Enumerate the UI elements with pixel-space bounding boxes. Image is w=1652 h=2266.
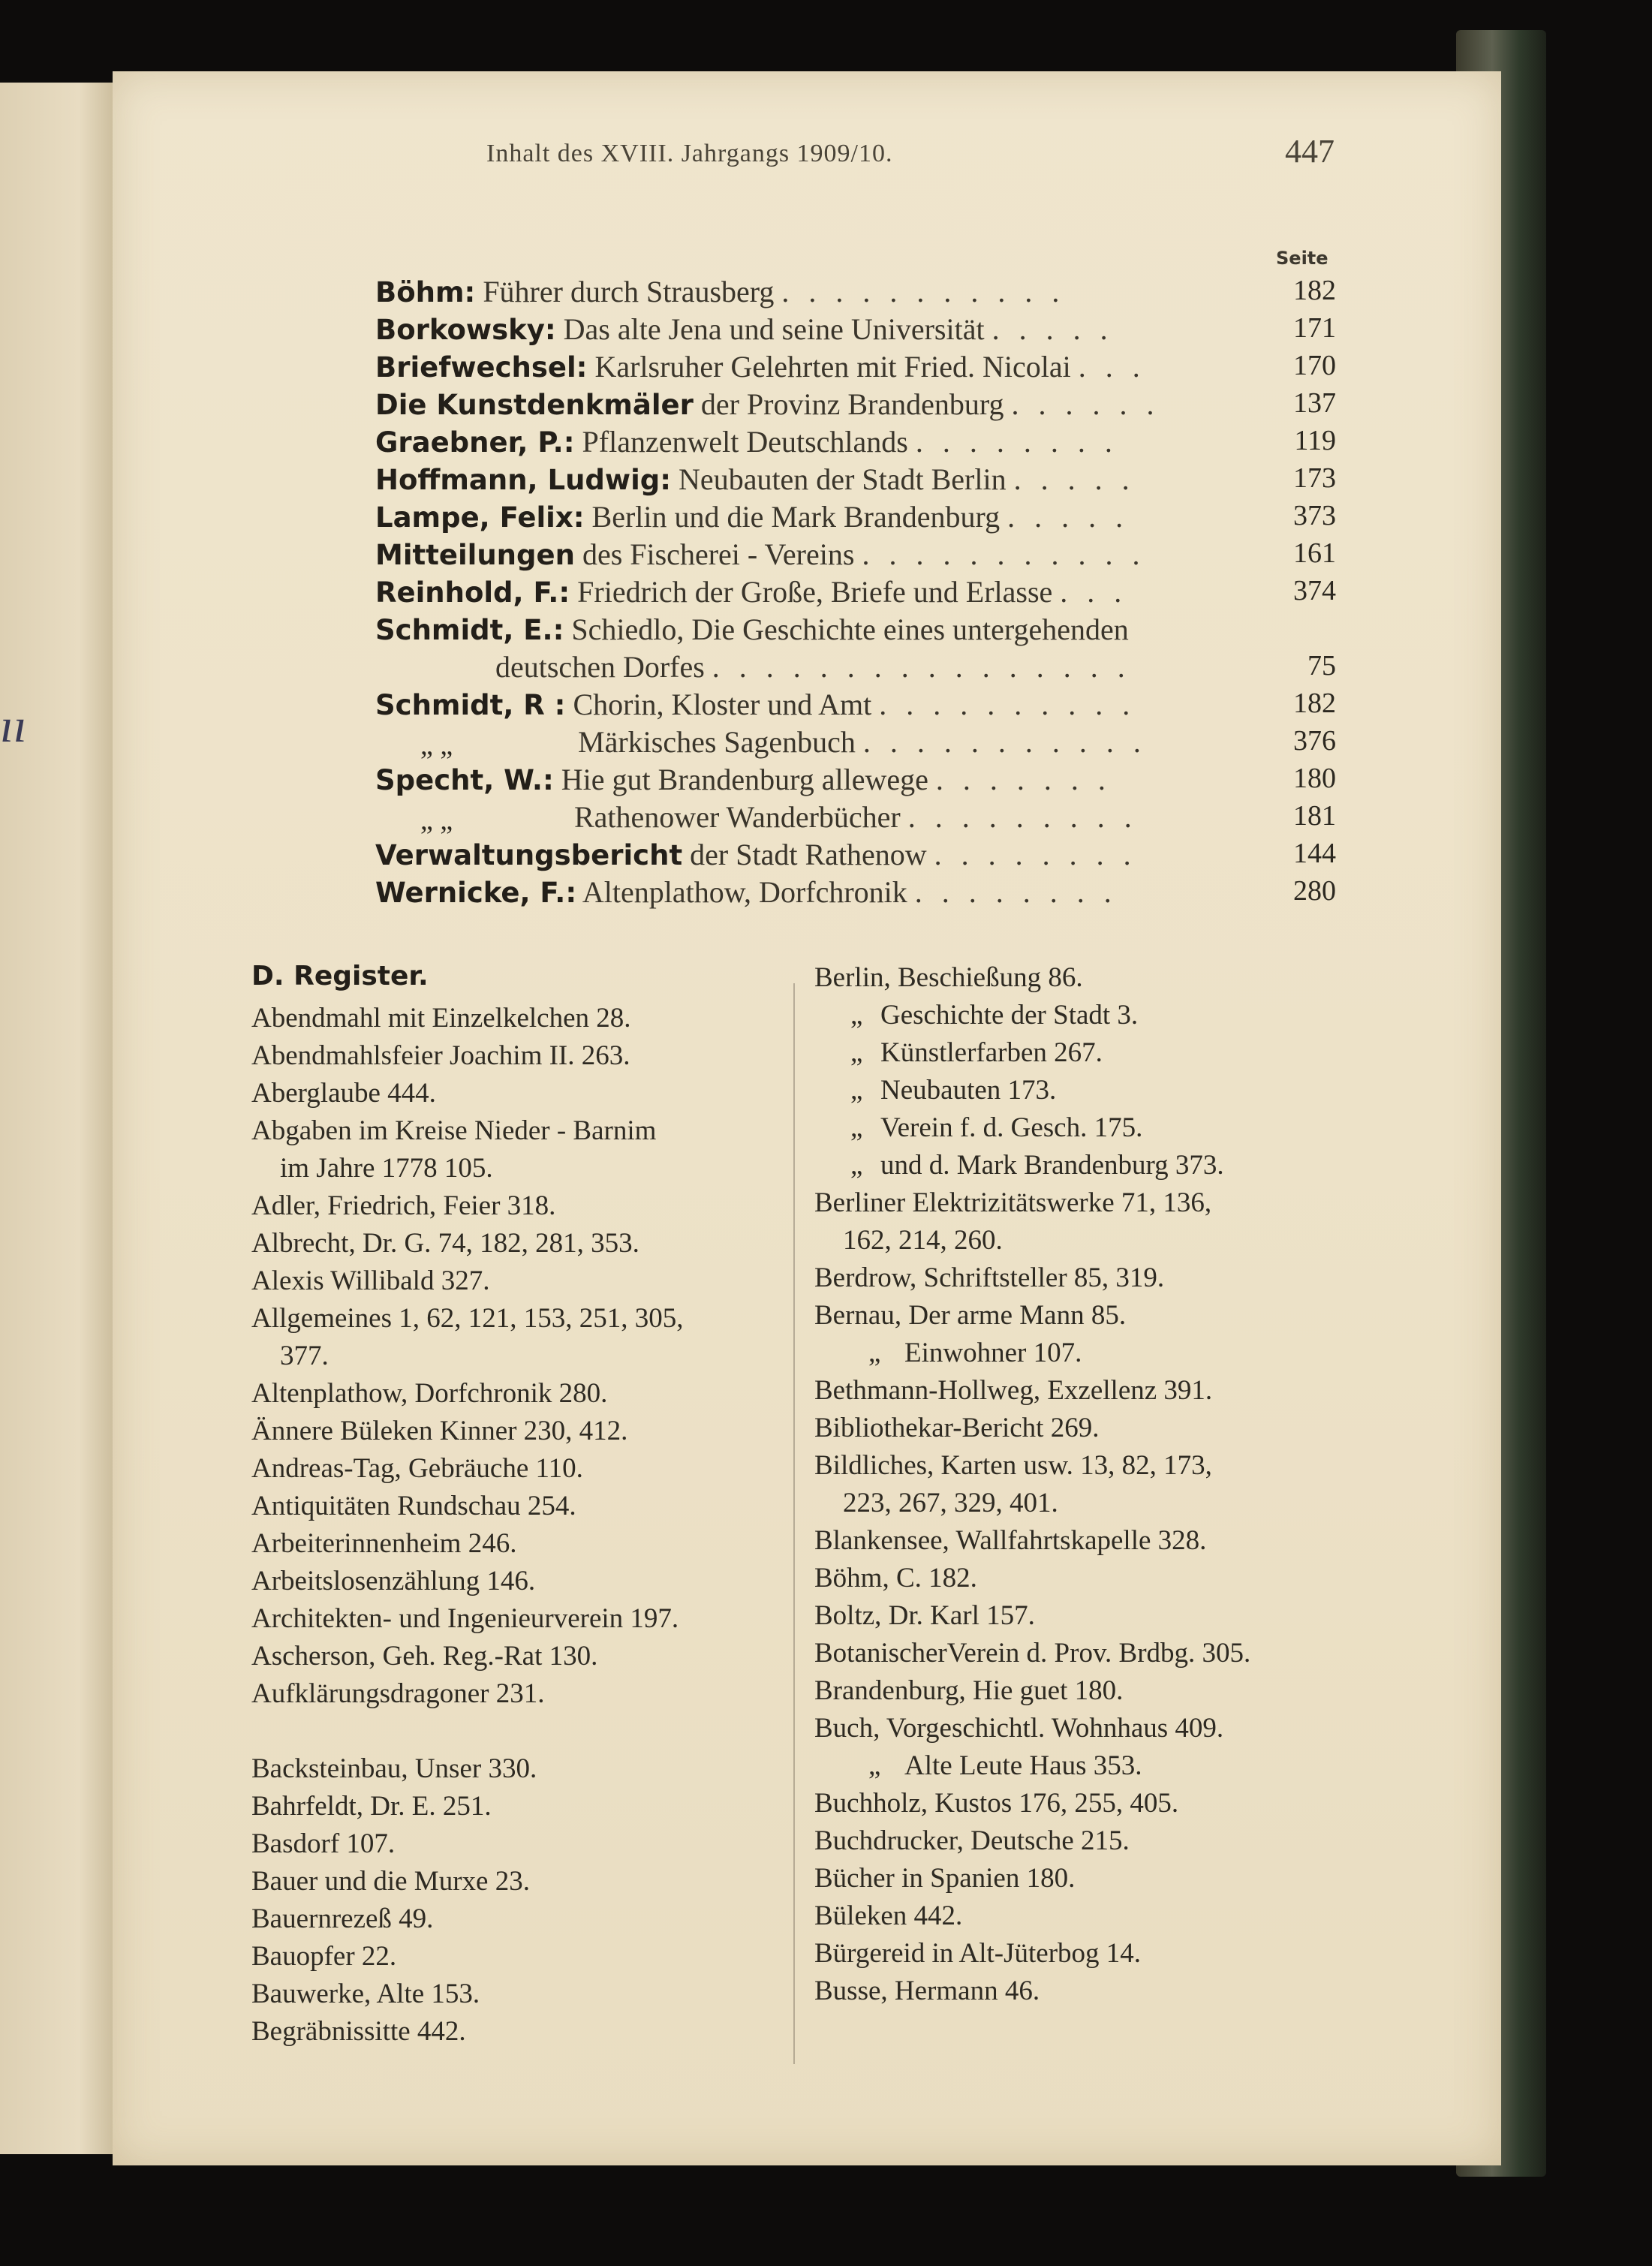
register-entry: Arbeitslosenzählung 146. [251,1566,536,1596]
toc-page: 373 [1293,500,1336,531]
toc-row [375,724,1336,762]
register-entry: Aufklärungsdragoner 231. [251,1678,545,1709]
ditto-marks: „ „ [420,730,453,761]
register-entry: Basdorf 107. [251,1828,396,1859]
margin-note: ıı [0,699,27,752]
register-column-right [814,959,1340,2010]
register-entry: Abendmahl mit Einzelkelchen 28. [251,1003,631,1034]
register-entry: Bethmann-Hollweg, Exzellenz 391. [814,1375,1213,1406]
toc-row [375,462,1336,499]
toc-row [375,387,1336,424]
toc-author: Lampe, Felix: [375,501,585,534]
toc-row [375,311,1336,349]
register-entry [251,1112,784,1187]
toc-leader: . . . . . . . . . . . . . . . . [712,650,1131,684]
register-entry: Berdrow, Schriftsteller 85, 319. [814,1262,1165,1293]
toc-leader: . . . . . . [1011,387,1160,421]
toc-page: 75 [1307,650,1336,682]
toc-title: der Provinz Brandenburg [700,387,1004,421]
toc-title: Schiedlo, Die Geschichte eines untergehenden [571,612,1129,646]
register-entry-text: Alte Leute Haus 353. [904,1750,1142,1781]
toc-title: Pflanzenwelt Deutschlands [582,425,908,459]
register-entry: Backsteinbau, Unser 330. [251,1753,537,1784]
register-entry: Boltz, Dr. Karl 157. [814,1600,1035,1631]
toc-page: 182 [1293,275,1336,306]
register-entry: Bahrfeldt, Dr. E. 251. [251,1791,492,1822]
register-entry: Bauernrezeß 49. [251,1903,434,1934]
toc-page: 170 [1293,350,1336,381]
toc-row [375,424,1336,462]
toc-row [375,687,1336,724]
toc-author: Schmidt, R : [375,689,566,721]
toc-page: 180 [1293,763,1336,794]
ditto-mark: „ [850,1037,863,1068]
toc-page: 171 [1293,312,1336,344]
register-entry [814,997,1340,1034]
toc-title: Berlin und die Mark Brandenburg [591,500,1001,534]
register-entry: Adler, Friedrich, Feier 318. [251,1190,556,1221]
register-entry-text: Bildliches, Karten usw. 13, 82, 173, [814,1450,1212,1481]
toc-title: Friedrich der Große, Briefe und Erlasse [577,575,1053,609]
toc-title: deutschen Dorfes [495,650,705,684]
toc-row [375,874,1336,912]
toc-page: 280 [1293,875,1336,907]
toc-page: 161 [1293,537,1336,569]
register-entry: Büleken 442. [814,1900,963,1931]
toc-author: Die Kunstdenkmäler [375,389,694,421]
register-entry: Ascherson, Geh. Reg.-Rat 130. [251,1641,598,1672]
register-entry-text: und d. Mark Brandenburg 373. [880,1150,1224,1181]
toc-author: Verwaltungsbericht [375,839,683,871]
register-entry: Bernau, Der arme Mann 85. [814,1300,1127,1331]
toc-author: Wernicke, F.: [375,877,577,909]
toc-row [375,349,1336,387]
toc-leader: . . . . . . . . [915,425,1118,459]
toc-title: des Fischerei - Vereins [582,537,855,571]
toc-leader: . . . . . . . . . . . [862,725,1147,759]
register-entry [251,1300,784,1375]
left-page-edge [0,83,113,2154]
register-entry: Altenplathow, Dorfchronik 280. [251,1378,608,1409]
toc-row [375,499,1336,537]
register-entry [814,1747,1340,1785]
toc-row [375,612,1336,649]
register-entry: Brandenburg, Hie guet 180. [814,1675,1124,1706]
toc-leader: . . . . . [992,312,1114,346]
register-entry: Berlin, Beschießung 86. [814,962,1083,993]
toc-leader: . . . . . . . . . . . [781,275,1066,308]
register-entry: Begräbnissitte 442. [251,2016,466,2047]
toc-row [375,274,1336,311]
toc-row [375,837,1336,874]
toc-author: Böhm: [375,276,476,308]
toc-title: Karlsruher Gelehrten mit Fried. Nicolai [594,350,1071,384]
register-entry-text: Berliner Elektrizitätswerke 71, 136, [814,1187,1212,1218]
toc-row [375,649,1336,687]
register-heading: D. Register. [251,961,429,992]
toc-page: 144 [1293,838,1336,869]
table-of-contents [375,274,1336,912]
toc-page: 173 [1293,462,1336,494]
register-entry-continuation: 223, 267, 329, 401. [843,1488,1058,1518]
ditto-mark: „ [850,1075,863,1106]
toc-title: Märkisches Sagenbuch [578,725,856,759]
toc-page: 374 [1293,575,1336,606]
toc-title: Führer durch Strausberg [483,275,775,308]
toc-leader: . . . . . . . [935,763,1112,796]
ditto-mark: „ [850,1112,863,1143]
toc-continuation [578,724,1147,760]
toc-leader: . . . . . . . . . . [879,688,1136,721]
toc-leader: . . . . . . . . . . . [862,537,1146,571]
register-entry: Abendmahlsfeier Joachim II. 263. [251,1040,630,1071]
toc-page: 119 [1294,425,1336,456]
register-entry: Böhm, C. 182. [814,1563,977,1593]
toc-author: Hoffmann, Ludwig: [375,464,672,496]
register-entry [814,1072,1340,1109]
register-entry: Bücher in Spanien 180. [814,1863,1076,1894]
register-entry-text: Verein f. d. Gesch. 175. [880,1112,1143,1143]
register-entry: Bürgereid in Alt-Jüterbog 14. [814,1938,1142,1969]
toc-title: Das alte Jena und seine Universität [563,312,985,346]
register-entry: Buchholz, Kustos 176, 255, 405. [814,1788,1179,1819]
toc-continuation [495,649,1131,685]
toc-leader: . . . . . [1007,500,1130,534]
register-entry-text: Künstlerfarben 267. [880,1037,1103,1068]
register-entry: Buchdrucker, Deutsche 215. [814,1825,1130,1856]
seite-label: Seite [1276,248,1329,269]
register-entry [814,1184,1340,1259]
register-entry: Busse, Hermann 46. [814,1976,1040,2006]
register-entry: Bauopfer 22. [251,1941,397,1972]
toc-title: Neubauten der Stadt Berlin [679,462,1007,496]
register-column-left [251,1000,784,2051]
ditto-mark: „ [850,1150,863,1181]
toc-author: Briefwechsel: [375,351,588,384]
register-entry-text: Einwohner 107. [904,1338,1082,1368]
register-entry-continuation: im Jahre 1778 105. [280,1153,493,1184]
column-divider [793,983,795,2064]
toc-title: Hie gut Brandenburg allewege [561,763,928,796]
toc-row [375,799,1336,837]
register-entry-text: Allgemeines 1, 62, 121, 153, 251, 305, [251,1303,684,1334]
register-entry: Architekten- und Ingenieurverein 197. [251,1603,679,1634]
toc-leader: . . . . . . . . . [907,800,1138,834]
register-entry: Arbeiterinnenheim 246. [251,1528,517,1559]
toc-page: 181 [1293,800,1336,832]
toc-author: Graebner, P.: [375,426,575,459]
toc-page: 137 [1293,387,1336,419]
register-entry [814,1335,1340,1372]
register-entry-continuation: 377. [280,1341,329,1371]
register-entry: Bibliothekar-Bericht 269. [814,1413,1100,1443]
register-entry [814,1109,1340,1147]
register-entry [814,1447,1340,1522]
register-entry: Ännere Büleken Kinner 230, 412. [251,1416,628,1446]
register-entry: Albrecht, Dr. G. 74, 182, 281, 353. [251,1228,639,1259]
register-entry [814,1034,1340,1072]
toc-page: 182 [1293,688,1336,719]
register-entry-text: Abgaben im Kreise Nieder - Barnim [251,1115,657,1146]
register-entry [814,1147,1340,1184]
register-entry: Antiquitäten Rundschau 254. [251,1491,576,1521]
toc-leader: . . . [1078,350,1146,384]
toc-author: Borkowsky: [375,314,556,346]
running-head-title: Inhalt des XVIII. Jahrgangs 1909/10. [486,140,893,167]
toc-leader: . . . . . . . . [934,838,1137,871]
toc-title: Chorin, Kloster und Amt [573,688,872,721]
toc-page: 376 [1293,725,1336,757]
toc-title: Rathenower Wanderbücher [574,800,901,834]
toc-author: Schmidt, E.: [375,614,564,646]
ditto-mark: „ [850,1000,863,1031]
register-entry: Bauer und die Murxe 23. [251,1866,530,1897]
toc-continuation [574,799,1138,835]
register-section [251,961,1340,2047]
register-entry: Buch, Vorgeschichtl. Wohnhaus 409. [814,1713,1224,1744]
running-head [374,132,1335,177]
register-entry: Aberglaube 444. [251,1078,436,1109]
register-entry: Blankensee, Wallfahrtskapelle 328. [814,1525,1207,1556]
toc-title: Altenplathow, Dorfchronik [582,875,907,909]
page-number: 447 [1285,133,1335,170]
register-entry-text: Geschichte der Stadt 3. [880,1000,1139,1031]
toc-leader: . . . . . . . . [914,875,1118,909]
register-entry: BotanischerVerein d. Prov. Brdbg. 305. [814,1638,1251,1669]
register-entry-continuation: 162, 214, 260. [843,1225,1003,1256]
ditto-mark: „ [868,1750,881,1781]
section-gap [251,1713,784,1750]
toc-author: Mitteilungen [375,539,575,571]
toc-leader: . . . [1060,575,1128,609]
ditto-marks: „ „ [420,805,453,836]
register-entry-text: Neubauten 173. [880,1075,1057,1106]
toc-author: Specht, W.: [375,764,554,796]
register-entry: Alexis Willibald 327. [251,1265,490,1296]
toc-row [375,574,1336,612]
toc-leader: . . . . . [1013,462,1136,496]
toc-row [375,537,1336,574]
register-entry: Bauwerke, Alte 153. [251,1979,480,2009]
ditto-mark: „ [868,1338,881,1368]
toc-title: der Stadt Rathenow [690,838,927,871]
toc-row [375,762,1336,799]
toc-author: Reinhold, F.: [375,576,570,609]
register-entry: Andreas-Tag, Gebräuche 110. [251,1453,583,1484]
